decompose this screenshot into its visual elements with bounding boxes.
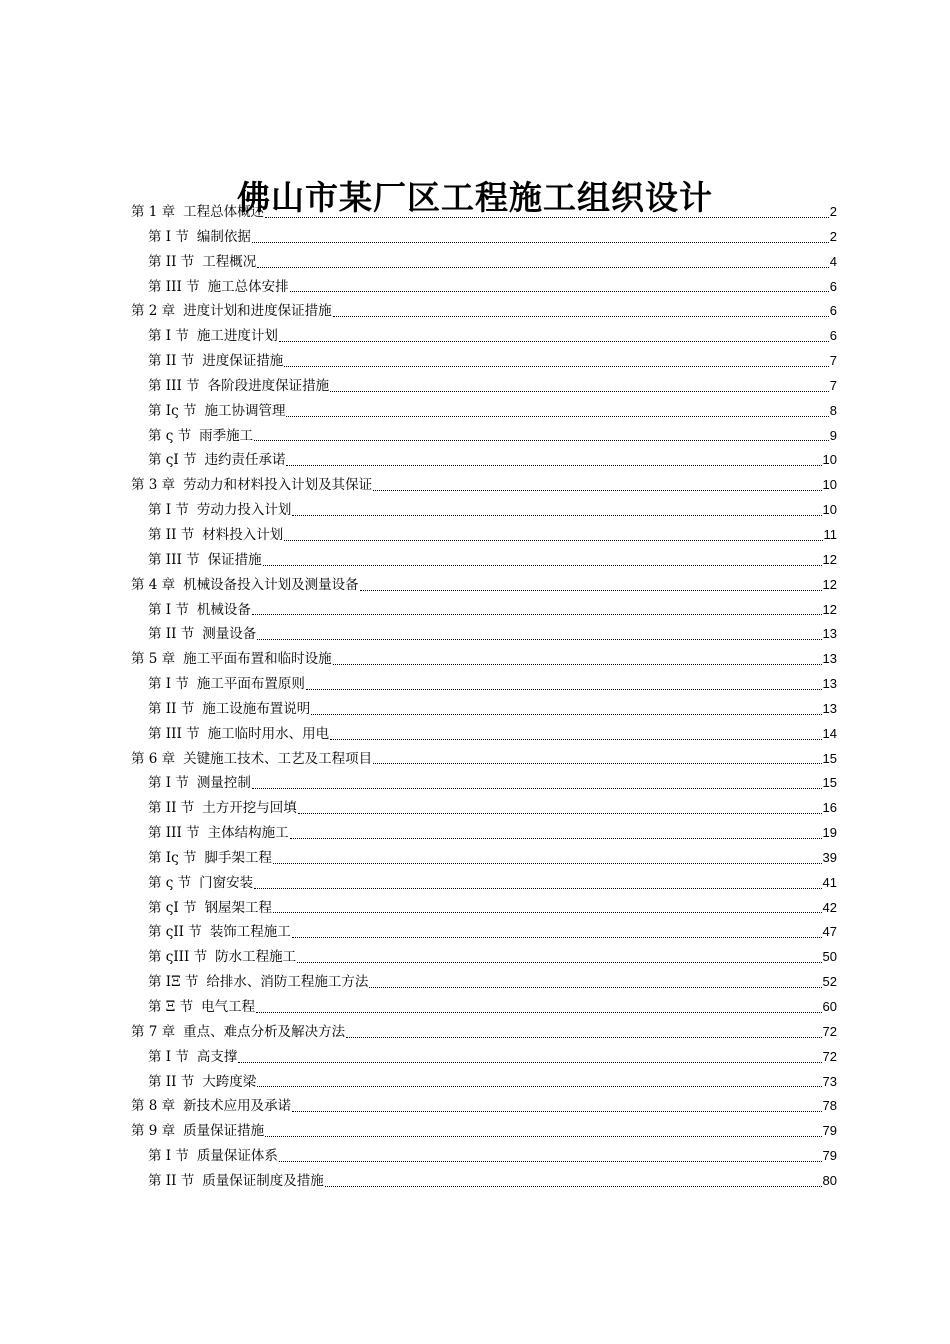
toc-entry-title: 施工协调管理 xyxy=(204,402,286,419)
toc-entry-number: 第 I 节 xyxy=(148,1148,189,1165)
toc-entry-label xyxy=(148,995,255,1020)
toc-entry-title: 脚手架工程 xyxy=(204,849,272,866)
toc-entry-label xyxy=(148,771,251,796)
toc-section-link[interactable] xyxy=(131,424,837,449)
toc-entry-title: 电气工程 xyxy=(201,999,256,1015)
toc-entry-number: 第 2 章 xyxy=(131,303,176,320)
toc-entry-number: 第 1 章 xyxy=(131,204,176,220)
toc-page-number: 9 xyxy=(829,427,837,443)
toc-entry-title: 雨季施工 xyxy=(199,427,254,444)
dot-leader xyxy=(298,813,822,814)
toc-section-link[interactable] xyxy=(131,796,837,821)
toc-entry-number: 第 III 节 xyxy=(148,551,200,568)
toc-entry-title: 主体结构施工 xyxy=(207,825,289,842)
dot-leader xyxy=(252,788,822,789)
toc-page-number: 15 xyxy=(822,750,837,766)
toc-entry-title: 机械设备投入计划及测量设备 xyxy=(183,576,359,593)
toc-chapter-link[interactable] xyxy=(131,473,837,498)
toc-entry-title: 钢屋架工程 xyxy=(204,899,272,916)
toc-entry-number: 第 I 节 xyxy=(148,601,189,618)
toc-entry-title: 测量控制 xyxy=(196,775,251,792)
toc-entry-number: 第 III 节 xyxy=(148,825,200,842)
toc-section-link[interactable] xyxy=(131,995,837,1020)
toc-entry-number: 第 II 节 xyxy=(148,626,195,643)
toc-page-number: 13 xyxy=(822,700,837,716)
toc-section-link[interactable] xyxy=(131,871,837,896)
toc-entry-title: 门窗安装 xyxy=(199,874,254,891)
toc-chapter-link[interactable] xyxy=(131,1020,837,1045)
toc-entry-label xyxy=(148,548,262,573)
toc-section-link[interactable] xyxy=(131,672,837,697)
toc-page-number: 47 xyxy=(822,924,837,940)
toc-chapter-link[interactable] xyxy=(131,747,837,772)
toc-entry-label xyxy=(148,970,368,995)
toc-section-link[interactable] xyxy=(131,1144,837,1169)
toc-entry-label xyxy=(148,448,285,473)
toc-entry-number: 第 ςI 节 xyxy=(148,899,197,916)
dot-leader xyxy=(284,366,829,367)
toc-entry-number: 第 ς 节 xyxy=(148,427,192,444)
toc-section-link[interactable] xyxy=(131,523,837,548)
dot-leader xyxy=(306,689,822,690)
toc-page-number: 7 xyxy=(829,377,837,393)
toc-entry-number: 第 Iς 节 xyxy=(148,402,197,419)
toc-page-number: 6 xyxy=(829,328,837,344)
table-of-contents xyxy=(131,200,837,1194)
dot-leader xyxy=(257,267,829,268)
document-title: 佛山市某厂区工程施工组织设计 xyxy=(237,178,713,218)
dot-leader xyxy=(263,565,822,566)
toc-entry-number: 第 6 章 xyxy=(131,750,176,767)
toc-entry-title: 防水工程施工 xyxy=(215,949,297,966)
toc-entry-number: 第 III 节 xyxy=(148,725,200,742)
toc-entry-number: 第 I 节 xyxy=(148,228,189,245)
toc-chapter-link[interactable] xyxy=(131,573,837,598)
toc-entry-number: 第 II 节 xyxy=(148,253,195,270)
toc-entry-title: 土方开挖与回填 xyxy=(202,800,297,817)
dot-leader xyxy=(290,291,829,292)
toc-section-link[interactable] xyxy=(131,548,837,573)
toc-page-number: 8 xyxy=(829,402,837,418)
toc-entry-title: 施工临时用水、用电 xyxy=(207,725,330,742)
toc-entry-title: 工程总体概述 xyxy=(183,204,265,220)
toc-entry-number: 第 ςIII 节 xyxy=(148,949,208,966)
toc-entry-label xyxy=(131,473,372,498)
dot-leader xyxy=(330,739,821,740)
dot-leader xyxy=(284,540,822,541)
toc-entry-number: 第 Ξ 节 xyxy=(148,999,194,1015)
toc-section-link[interactable] xyxy=(131,920,837,945)
toc-entry-label xyxy=(148,275,289,300)
toc-section-link[interactable] xyxy=(131,970,837,995)
toc-page-number: 13 xyxy=(822,626,837,642)
dot-leader xyxy=(297,962,821,963)
toc-entry-title: 劳动力和材料投入计划及其保证 xyxy=(183,477,373,494)
toc-page-number: 60 xyxy=(822,999,837,1014)
toc-entry-label xyxy=(148,374,329,399)
toc-entry-title: 工程概况 xyxy=(202,253,257,270)
toc-page-number: 14 xyxy=(822,725,837,741)
dot-leader xyxy=(369,987,821,988)
toc-page-number: 12 xyxy=(822,576,837,592)
toc-entry-title: 质量保证措施 xyxy=(183,1123,265,1140)
toc-entry-title: 施工平面布置原则 xyxy=(196,676,305,693)
toc-page-number: 79 xyxy=(822,1148,837,1164)
dot-leader xyxy=(238,1062,821,1063)
dot-leader xyxy=(333,664,822,665)
toc-chapter-link[interactable] xyxy=(131,1119,837,1144)
toc-entry-title: 施工总体安排 xyxy=(207,278,289,295)
toc-entry-label xyxy=(148,324,278,349)
dot-leader xyxy=(252,242,829,243)
dot-leader xyxy=(290,838,822,839)
toc-section-link[interactable] xyxy=(131,250,837,275)
toc-entry-label xyxy=(148,1070,256,1095)
toc-entry-title: 劳动力投入计划 xyxy=(196,502,292,519)
toc-section-link[interactable] xyxy=(131,846,837,871)
toc-entry-title: 编制依据 xyxy=(196,228,251,245)
toc-entry-number: 第 II 节 xyxy=(148,800,195,817)
toc-entry-number: 第 III 节 xyxy=(148,278,200,295)
toc-entry-title: 高支撑 xyxy=(196,1048,238,1065)
toc-page-number: 12 xyxy=(822,551,837,567)
toc-entry-label xyxy=(148,896,272,921)
toc-page-number: 80 xyxy=(822,1172,837,1188)
toc-section-link[interactable] xyxy=(131,448,837,473)
toc-section-link[interactable] xyxy=(131,722,837,747)
toc-section-link[interactable] xyxy=(131,349,837,374)
toc-page-number: 7 xyxy=(829,353,837,369)
dot-leader xyxy=(273,912,822,913)
toc-page-number: 42 xyxy=(822,899,837,915)
toc-page-number: 11 xyxy=(823,526,837,542)
toc-entry-label xyxy=(148,225,251,250)
dot-leader xyxy=(373,763,821,764)
toc-entry-number: 第 Iς 节 xyxy=(148,849,197,866)
toc-page-number: 72 xyxy=(822,1023,837,1039)
toc-entry-number: 第 9 章 xyxy=(131,1123,176,1140)
toc-section-link[interactable] xyxy=(131,697,837,722)
toc-entry-title: 保证措施 xyxy=(207,551,262,568)
toc-section-link[interactable] xyxy=(131,324,837,349)
toc-entry-number: 第 I 节 xyxy=(148,502,189,519)
toc-entry-number: 第 4 章 xyxy=(131,576,176,593)
toc-entry-number: 第 II 节 xyxy=(148,700,195,717)
toc-page-number: 2 xyxy=(829,228,837,244)
dot-leader xyxy=(360,590,822,591)
toc-page-number: 10 xyxy=(822,477,837,493)
toc-entry-title: 大跨度梁 xyxy=(202,1073,257,1090)
dot-leader xyxy=(257,1086,821,1087)
toc-entry-title: 重点、难点分析及解决方法 xyxy=(183,1023,346,1040)
toc-page-number: 6 xyxy=(829,278,837,294)
toc-page-number: 78 xyxy=(822,1098,837,1114)
toc-entry-title: 进度保证措施 xyxy=(202,353,284,370)
toc-entry-number: 第 II 节 xyxy=(148,1172,195,1189)
toc-chapter-link[interactable] xyxy=(131,647,837,672)
toc-entry-number: 第 ς 节 xyxy=(148,874,192,891)
dot-leader xyxy=(333,316,829,317)
toc-section-link[interactable] xyxy=(131,374,837,399)
dot-leader xyxy=(325,1186,822,1187)
toc-entry-label xyxy=(148,1169,324,1194)
dot-leader xyxy=(292,937,822,938)
toc-page-number: 52 xyxy=(822,974,837,990)
toc-page-number: 41 xyxy=(822,874,837,890)
toc-entry-title: 装饰工程施工 xyxy=(209,924,291,941)
dot-leader xyxy=(254,440,829,441)
toc-entry-number: 第 3 章 xyxy=(131,477,176,494)
toc-entry-label xyxy=(148,498,291,523)
toc-entry-number: 第 I 节 xyxy=(148,775,189,792)
toc-chapter-link[interactable] xyxy=(131,299,837,324)
dot-leader xyxy=(330,391,829,392)
toc-entry-label xyxy=(131,1119,264,1144)
dot-leader xyxy=(273,863,822,864)
toc-page-number: 39 xyxy=(822,849,837,865)
toc-section-link[interactable] xyxy=(131,771,837,796)
toc-entry-title: 进度计划和进度保证措施 xyxy=(183,303,332,320)
toc-page-number: 12 xyxy=(822,601,837,617)
dot-leader xyxy=(311,714,821,715)
toc-entry-label xyxy=(148,722,329,747)
toc-entry-number: 第 I 节 xyxy=(148,676,189,693)
toc-entry-title: 质量保证制度及措施 xyxy=(202,1172,324,1189)
toc-entry-number: 第 II 节 xyxy=(148,1073,195,1090)
toc-entry-label xyxy=(148,1045,237,1070)
dot-leader xyxy=(286,465,821,466)
dot-leader xyxy=(279,1161,822,1162)
toc-entry-number: 第 II 节 xyxy=(148,353,195,370)
toc-entry-label xyxy=(148,523,283,548)
dot-leader xyxy=(292,1111,821,1112)
toc-entry-label xyxy=(148,697,310,722)
toc-entry-label xyxy=(148,846,272,871)
toc-section-link[interactable] xyxy=(131,275,837,300)
toc-entry-number: 第 ςI 节 xyxy=(148,452,197,469)
toc-entry-label xyxy=(148,399,285,424)
toc-entry-title: 施工设施布置说明 xyxy=(202,700,311,717)
dot-leader xyxy=(265,217,829,218)
toc-section-link[interactable] xyxy=(131,1045,837,1070)
toc-page-number: 4 xyxy=(829,253,837,269)
toc-entry-title: 给排水、消防工程施工方法 xyxy=(206,974,369,991)
toc-section-link[interactable] xyxy=(131,896,837,921)
toc-section-link[interactable] xyxy=(131,598,837,623)
dot-leader xyxy=(279,341,829,342)
toc-entry-label xyxy=(148,796,297,821)
toc-entry-number: 第 I 节 xyxy=(148,1048,189,1065)
toc-page-number: 10 xyxy=(822,502,837,518)
toc-entry-title: 新技术应用及承诺 xyxy=(183,1098,292,1115)
toc-page-number: 79 xyxy=(822,1123,837,1139)
toc-section-link[interactable] xyxy=(131,1169,837,1194)
toc-entry-number: 第 II 节 xyxy=(148,526,195,543)
dot-leader xyxy=(286,416,828,417)
toc-section-link[interactable] xyxy=(131,821,837,846)
toc-entry-label xyxy=(148,349,283,374)
toc-entry-label xyxy=(148,250,256,275)
toc-entry-label xyxy=(148,622,256,647)
dot-leader xyxy=(346,1037,821,1038)
toc-section-link[interactable] xyxy=(131,1070,837,1095)
toc-entry-title: 测量设备 xyxy=(202,626,257,643)
toc-entry-label xyxy=(131,573,359,598)
toc-section-link[interactable] xyxy=(131,399,837,424)
toc-entry-number: 第 7 章 xyxy=(131,1023,176,1040)
toc-entry-number: 第 5 章 xyxy=(131,651,176,668)
toc-entry-number: 第 IΞ 节 xyxy=(148,974,199,991)
toc-section-link[interactable] xyxy=(131,498,837,523)
toc-entry-label xyxy=(148,821,289,846)
toc-page-number: 2 xyxy=(829,204,837,219)
toc-section-link[interactable] xyxy=(131,225,837,250)
toc-entry-label xyxy=(148,920,291,945)
toc-entry-label xyxy=(148,598,251,623)
toc-section-link[interactable] xyxy=(131,622,837,647)
toc-entry-label xyxy=(148,945,296,970)
toc-page-number: 73 xyxy=(822,1073,837,1089)
dot-leader xyxy=(256,1012,821,1013)
toc-page-number: 10 xyxy=(822,452,837,468)
toc-entry-title: 材料投入计划 xyxy=(202,526,284,543)
toc-page-number: 6 xyxy=(829,303,837,319)
toc-page-number: 72 xyxy=(822,1048,837,1064)
toc-page-number: 19 xyxy=(822,825,837,841)
toc-entry-label xyxy=(148,424,253,449)
toc-entry-title: 施工进度计划 xyxy=(196,328,278,345)
toc-entry-label xyxy=(131,1020,345,1045)
toc-entry-label xyxy=(131,200,264,225)
toc-entry-title: 机械设备 xyxy=(196,601,251,618)
toc-entry-label xyxy=(131,647,332,672)
toc-page-number: 13 xyxy=(822,651,837,667)
toc-section-link[interactable] xyxy=(131,945,837,970)
toc-entry-label xyxy=(131,1094,291,1119)
toc-page-number: 15 xyxy=(822,775,837,791)
toc-entry-label xyxy=(148,1144,278,1169)
toc-entry-number: 第 I 节 xyxy=(148,328,189,345)
dot-leader xyxy=(252,614,822,615)
toc-entry-label xyxy=(131,747,372,772)
toc-page-number: 50 xyxy=(822,949,837,965)
toc-entry-number: 第 ςII 节 xyxy=(148,924,202,941)
toc-entry-number: 第 III 节 xyxy=(148,377,200,394)
toc-entry-title: 质量保证体系 xyxy=(196,1148,278,1165)
toc-page-number: 16 xyxy=(822,800,837,816)
toc-entry-label xyxy=(131,299,332,324)
toc-entry-title: 各阶段进度保证措施 xyxy=(207,377,330,394)
toc-entry-title: 关键施工技术、工艺及工程项目 xyxy=(183,750,373,767)
toc-entry-number: 第 8 章 xyxy=(131,1098,176,1115)
dot-leader xyxy=(265,1136,821,1137)
dot-leader xyxy=(373,490,821,491)
toc-page-number: 13 xyxy=(822,676,837,692)
dot-leader xyxy=(292,515,821,516)
dot-leader xyxy=(254,888,821,889)
toc-entry-title: 违约责任承诺 xyxy=(204,452,286,469)
toc-chapter-link[interactable] xyxy=(131,1094,837,1119)
dot-leader xyxy=(257,639,821,640)
toc-entry-title: 施工平面布置和临时设施 xyxy=(183,651,332,668)
toc-entry-label xyxy=(148,672,305,697)
toc-entry-label xyxy=(148,871,253,896)
toc-chapter-link[interactable] xyxy=(131,200,837,225)
